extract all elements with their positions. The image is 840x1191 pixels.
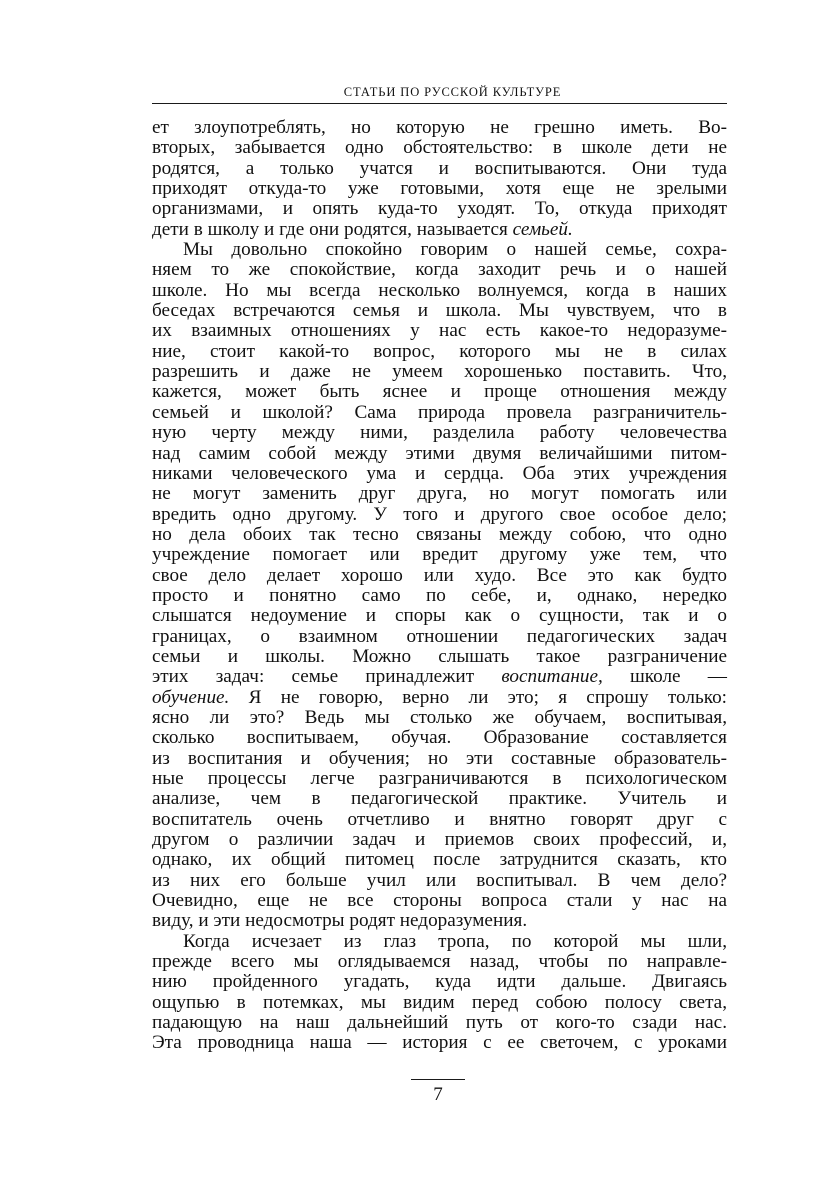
text-line: ощупью в потемках, мы видим перед собою полосу света, [152, 991, 727, 1013]
text-line: однако, их общий питомец после затруднится сказать, кто [152, 849, 727, 871]
running-header: СТАТЬИ ПО РУССКОЙ КУЛЬТУРЕ [343, 85, 562, 99]
text-line: другом о различии задач и приемов своих профессий, и, [152, 829, 727, 851]
text-line [152, 220, 727, 240]
paragraph-3 [152, 932, 727, 1054]
text-line: беседах встречаются семья и школа. Мы чувствуем, что в [152, 300, 727, 322]
text-line: разрешить и даже не умеем хорошенько поставить. Что, [152, 361, 727, 383]
text-line: вторых, забывается одно обстоятельство: в школе дети не [152, 137, 727, 159]
text-line: виду, и эти недосмотры родят недоразумения. [152, 910, 528, 932]
text-line: границах, о взаимном отношении педагогических задач [152, 625, 727, 647]
text-line: падающую на наш дальнейший путь от кого-то сзади нас. [152, 1012, 727, 1034]
text-span: дети в школу и где они родятся, называется [152, 218, 508, 240]
text-line: сколько воспитываем, обучая. Образование составляется [152, 727, 727, 749]
text-line: семьей и школой? Сама природа провела разграничитель- [152, 401, 727, 423]
text-line: вредить одно другому. У того и другого свое особое дело; [152, 503, 727, 525]
text-line: их взаимных отношениях у нас есть какое-то недоразуме- [152, 320, 727, 342]
text-line: никами человеческого ума и сердца. Оба этих учреждения [152, 462, 727, 484]
text-line: ние, стоит какой-то вопрос, которого мы не в силах [152, 340, 727, 362]
text-line: слышатся недоумение и споры как о сущности, так и о [152, 605, 727, 627]
text-line: учреждение помогает или вредит другому уже тем, что [152, 544, 727, 566]
text-line: няем то же спокойствие, когда заходит речь и о нашей [152, 259, 727, 281]
text-line: школе. Но мы всегда несколько волнуемся, когда в наших [152, 279, 727, 301]
text-line: Когда исчезает из глаз тропа, по которой мы шли, [183, 930, 727, 952]
text-line: просто и понятно само по себе, и, однако, нередко [152, 584, 727, 606]
header-rule [152, 103, 727, 104]
text-line: прежде всего мы оглядываемся назад, чтобы по направле- [152, 951, 727, 973]
text-line: семьи и школы. Можно слышать такое разграничение [152, 645, 727, 667]
text-line: из них его больше учил или воспитывал. В чем дело? [152, 869, 727, 891]
text-line: из воспитания и обучения; но эти составные образователь- [152, 747, 727, 769]
page-number: 7 [433, 1084, 443, 1105]
text-line: родятся, а только учатся и воспитываются. Они туда [152, 157, 727, 179]
footer-rule [411, 1079, 465, 1080]
paragraph-2 [152, 240, 727, 932]
text-line: ные процессы легче разграничиваются в психологическом [152, 768, 727, 789]
text-span: этих задач: семье принадлежит [152, 666, 502, 688]
body-text [152, 118, 727, 1054]
emphasis-word: воспитание, [501, 666, 603, 688]
text-line: над самим собой между этими двумя величайшими питом- [152, 442, 727, 464]
emphasis-word: обучение. [152, 686, 230, 708]
text-line: анализе, чем в педагогической практике. Учитель и [152, 788, 727, 810]
text-line: но дела обоих так тесно связаны между собою, что одно [152, 523, 727, 545]
text-line: ную черту между ними, разделила работу человечества [152, 422, 727, 444]
text-line: свое дело делает хорошо или худо. Все это как будто [152, 564, 727, 586]
text-line: не могут заменить друг друга, но могут помогать или [152, 483, 727, 505]
text-line: Очевидно, еще не все стороны вопроса стали у нас на [152, 890, 727, 912]
text-line: воспитатель очень отчетливо и внятно говорят друг с [152, 808, 727, 830]
text-line: приходят откуда-то уже готовыми, хотя еще не зрелыми [152, 178, 727, 200]
text-line [152, 667, 727, 687]
text-span: Я не говорю, верно ли это; я спрошу только: [229, 686, 727, 708]
text-line: кажется, может быть яснее и проще отношения между [152, 381, 727, 403]
paragraph-1 [152, 118, 727, 240]
text-line: Эта проводница наша — история с ее светочем, с уроками [152, 1032, 727, 1054]
text-line: ет злоупотреблять, но которую не грешно иметь. Во- [152, 117, 727, 138]
text-line [152, 688, 727, 708]
text-line: ясно ли это? Ведь мы столько же обучаем, воспитывая, [152, 706, 727, 728]
text-span: школе — [602, 666, 727, 688]
emphasis-word: семьей. [512, 218, 573, 240]
text-line: организмами, и опять куда-то уходят. То, откуда приходят [152, 198, 727, 220]
text-line: нию пройденного угадать, куда идти дальше. Двигаясь [152, 971, 727, 993]
text-line: Мы довольно спокойно говорим о нашей семье, сохра- [183, 239, 727, 261]
